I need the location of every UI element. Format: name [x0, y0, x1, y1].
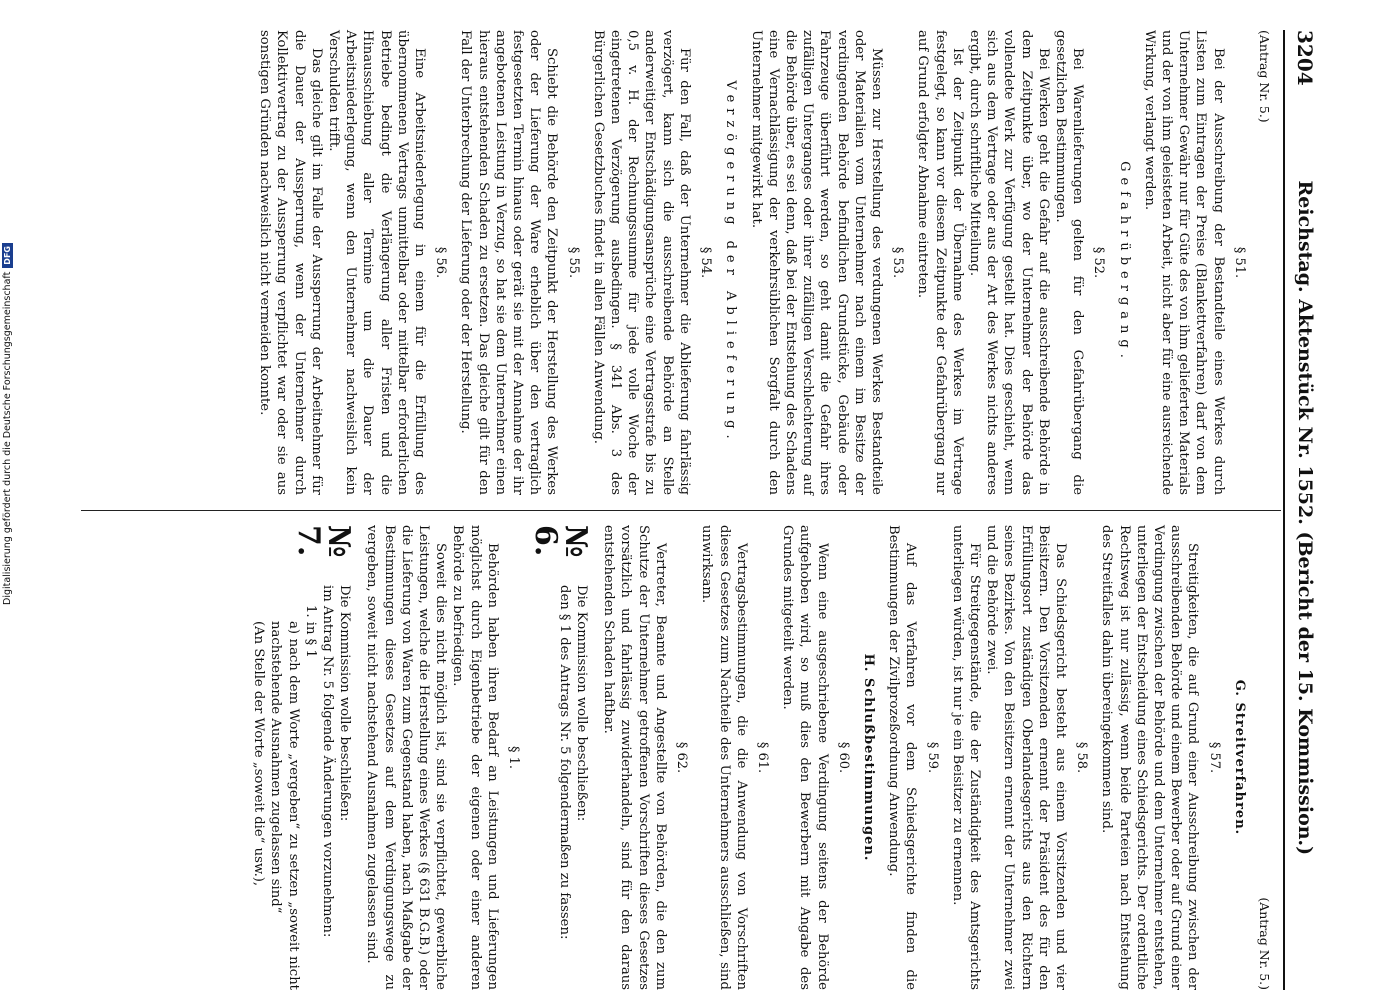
paragraph: Soweit dies nicht möglich ist, sind sie verpflichtet, gewerbliche Leistungen, welche die Herstellung eines Werkes (§ 631 B.G.B.) oder die Lieferung von Waren zum Gegenstand haben, nach Maßgabe der Bestimmungen dieses Gesetzes auf dem Verdingungswege zu vergeben, soweit nicht nachstehend Ausnahmen zugelassen sind. — [364, 525, 449, 990]
document-page — [65, 30, 1325, 990]
paragraph: Behörden haben ihren Bedarf an Leistungen und Lieferungen möglichst durch Eigenbetriebe der eigenen oder einer anderen Behörde zu befriedigen. — [450, 525, 500, 990]
paragraph: Bei Werken geht die Gefahr auf die ausschreibende Behörde in dem Zeitpunkte über, wo der Unternehmer der Behörde das vollendete Werk zur Verfügung gestellt hat. Dies geschieht, wenn sich aus dem Vertrage oder aus der Art des Werkes nichts anderes ergibt, durch schriftliche Mitteilung. — [966, 30, 1051, 495]
section-title: § 57. — [1206, 741, 1222, 774]
paragraph: Für den Fall, daß der Unternehmer die Ablieferung fahrlässig verzögert, kann sich die ausschreibende Behörde an Stelle anderweitiger Entschädigungsansprüche eine Vertragsstrafe bis zu 0,5 v. H. der Rechnungssumme für jede volle Woche der eingetretenen Verzögerung ausbedingen. § 341 Abs. 3 des Bürgerlichen Gesetzbuches findet in allen Fällen Anwendung. — [590, 30, 692, 495]
section-title: § 1. — [506, 745, 522, 770]
paragraph: Schiebt die Behörde den Zeitpunkt der Herstellung des Werkes oder der Lieferung der Ware erheblich über den vertraglich festgesetzten Termin hinaus oder gerät sie mit der Annahme der ihr angebotenen Leistung in Verzug, so hat sie dem Unternehmer einen hieraus entstehenden Schaden zu ersetzen. Das gleiche gilt für den Fall der Unterbrechung der Lieferung oder der Herstellung. — [458, 30, 560, 495]
paragraph: Streitigkeiten, die auf Grund einer Ausschreibung zwischen der ausschreibenden Behörde und einem Bewerber oder auf Grund einer Verdingung zwischen der Behörde und dem Unternehmer entstehen, unterliegen der Entscheidung eines Schiedsgerichts. Der ordentliche Rechtsweg ist nur zulässig, wenn beide Parteien nach Entstehung des Streitfalles dahin übereingekommen sind. — [1099, 525, 1201, 990]
section-title: § 59. — [924, 741, 940, 774]
paragraph: Wenn eine ausgeschriebene Verdingung seitens der Behörde aufgehoben wird, so muß dies den Bewerbern mit Angabe des Grundes mitgeteilt werden. — [780, 525, 830, 990]
paragraph: Bei der Ausschreibung der Bestandteile eines Werkes durch Listen zum Eintragen der Preise (Blankettverfahren) darf von dem Unternehmer Gewähr nur für Güte des von ihm gelieferten Materials und der von ihm geleisteten Arbeit, nicht aber für eine ausreichende Wirkung, verlangt werden. — [1141, 30, 1226, 495]
section-title: § 54. — [698, 246, 714, 279]
section-title: § 52. — [1091, 246, 1107, 279]
page-header — [1283, 30, 1325, 990]
motion-line: im Antrag Nr. 5 folgende Änderungen vorzunehmen: — [320, 585, 336, 938]
motion-number: № 7. — [291, 525, 357, 558]
paragraph: Auf das Verfahren vor dem Schiedsgerichte finden die Bestimmungen der Zivilprozeßordnung Anwendung. — [886, 525, 919, 990]
paragraph: Eine Arbeitsniederlegung in einem für die Erfüllung des übernommenen Vertrags unmittelbar oder mittelbar erforderlichen Betriebe bedingt die Verlängerung aller Fristen und die Hinausschiebung aller Termine um die Dauer der Arbeitsniederlegung, wenn den Unternehmer nachweislich kein Verschulden trifft. — [326, 30, 428, 495]
list-item: 1. in § 1 — [302, 605, 318, 658]
right-column — [250, 525, 1273, 990]
section-heading: Gefahrübergang. — [1116, 161, 1132, 364]
digitization-credit — [2, 243, 13, 605]
motion-number: № 6. — [528, 525, 594, 558]
section-title: § 51. — [1231, 246, 1247, 279]
paragraph: Vertreter, Beamte und Angestellte von Behörden, die den zum Schutze der Unternehmer getroffenen Vorschriften dieses Gesetzes vorsätzlich und fahrlässig zuwiderhandeln, sind für den daraus entstehenden Schaden haftbar. — [601, 525, 668, 990]
paragraph: Vertragsbestimmungen, die die Anwendung von Vorschriften dieses Gesetzes zum Nachteile des Unternehmers ausschließen, sind unwirksam. — [699, 525, 749, 990]
motion-block-6 — [528, 525, 594, 990]
section-title: § 62. — [674, 741, 690, 774]
section-title: § 55. — [565, 246, 581, 279]
section-title: § 56. — [433, 246, 449, 279]
paragraph: Das Schiedsgericht besteht aus einem Vorsitzenden und vier Beisitzern. Den Vorsitzenden ernennt der Präsident des für den Erfüllungsort zuständigen Oberlandesgerichts aus den Richtern seines Bezirkes. Von den Beisitzern ernennt der Unternehmer zwei und die Behörde zwei. — [984, 525, 1068, 990]
left-column — [256, 30, 1273, 495]
column-divider — [81, 510, 1281, 511]
section-heading: G. Streitverfahren. — [1231, 679, 1247, 836]
section-title: § 58. — [1074, 741, 1090, 774]
section-heading: H. Schlußbestimmungen. — [860, 653, 876, 862]
section-title: § 60. — [835, 741, 851, 774]
section-heading: Verzögerung der Ablieferung. — [723, 80, 739, 445]
motion-intro: Die Kommission wolle beschließen: — [574, 585, 590, 822]
section-title: § 61. — [754, 741, 770, 774]
page-title: Reichstag. Aktenstück Nr. 1552. (Bericht der 15. Kommission.) — [1294, 180, 1316, 856]
motion-line: den § 1 des Antrags Nr. 5 folgendermaßen zu fassen: — [556, 585, 572, 940]
paragraph: Ist der Zeitpunkt der Übernahme des Werkes im Vertrage festgelegt, so kann vor diesem Zeitpunkte der Gefahrübergang nur auf Grund erfolgter Abnahme eintreten. — [915, 30, 965, 495]
dfg-logo-icon: DFG — [2, 243, 13, 268]
page-number: 3204 — [1293, 30, 1317, 86]
list-item-note: (An Stelle der Worte „soweit die“ usw.), — [251, 621, 267, 887]
antrag-label: (Antrag Nr. 5.) — [1257, 897, 1272, 990]
paragraph: Für Streitgegenstände, die der Zuständigkeit des Amtsgerichts unterliegen würden, ist nur je ein Beisitzer zu ernennen. — [949, 525, 982, 990]
antrag-label: (Antrag Nr. 5.) — [1257, 30, 1272, 123]
paragraph: Bei Warenlieferungen gelten für den Gefahrübergang die gesetzlichen Bestimmungen. — [1052, 30, 1086, 495]
motion-intro: Die Kommission wolle beschließen: — [337, 585, 353, 822]
motion-block-7 — [250, 525, 357, 990]
section-title: § 53. — [890, 246, 906, 279]
list-item: a) nach dem Worte „vergeben“ zu setzen „soweit nicht nachstehende Ausnahmen zugelassen sind“ — [268, 621, 301, 990]
paragraph: Das gleiche gilt im Falle der Aussperrung der Arbeitnehmer für die Dauer der Aussperrung, wenn der Unternehmer durch Kollektivvertrag zu der Aussperrung verpflichtet war oder sie aus sonstigen Gründen nachweislich nicht vermeiden konnte. — [257, 30, 324, 495]
paragraph: Müssen zur Herstellung des verdungenen Werkes Bestandteile oder Materialien vom Unternehmer nach einem im Besitze der verdingenden Behörde befindlichen Grundstücke, Gebäude oder Fahrzeuge überführt werden, so geht damit die Gefahr ihres zufälligen Unterganges oder ihrer zufälligen Verschlechterung auf die Behörde über, es sei denn, daß bei der Entstehung des Schadens eine Vernachlässigung der verkehrsüblichen Sorgfalt durch den Unternehmer mitgewirkt hat. — [748, 30, 884, 495]
credit-text: Digitalisierung gefördert durch die Deutsche Forschungsgemeinschaft — [2, 271, 13, 605]
